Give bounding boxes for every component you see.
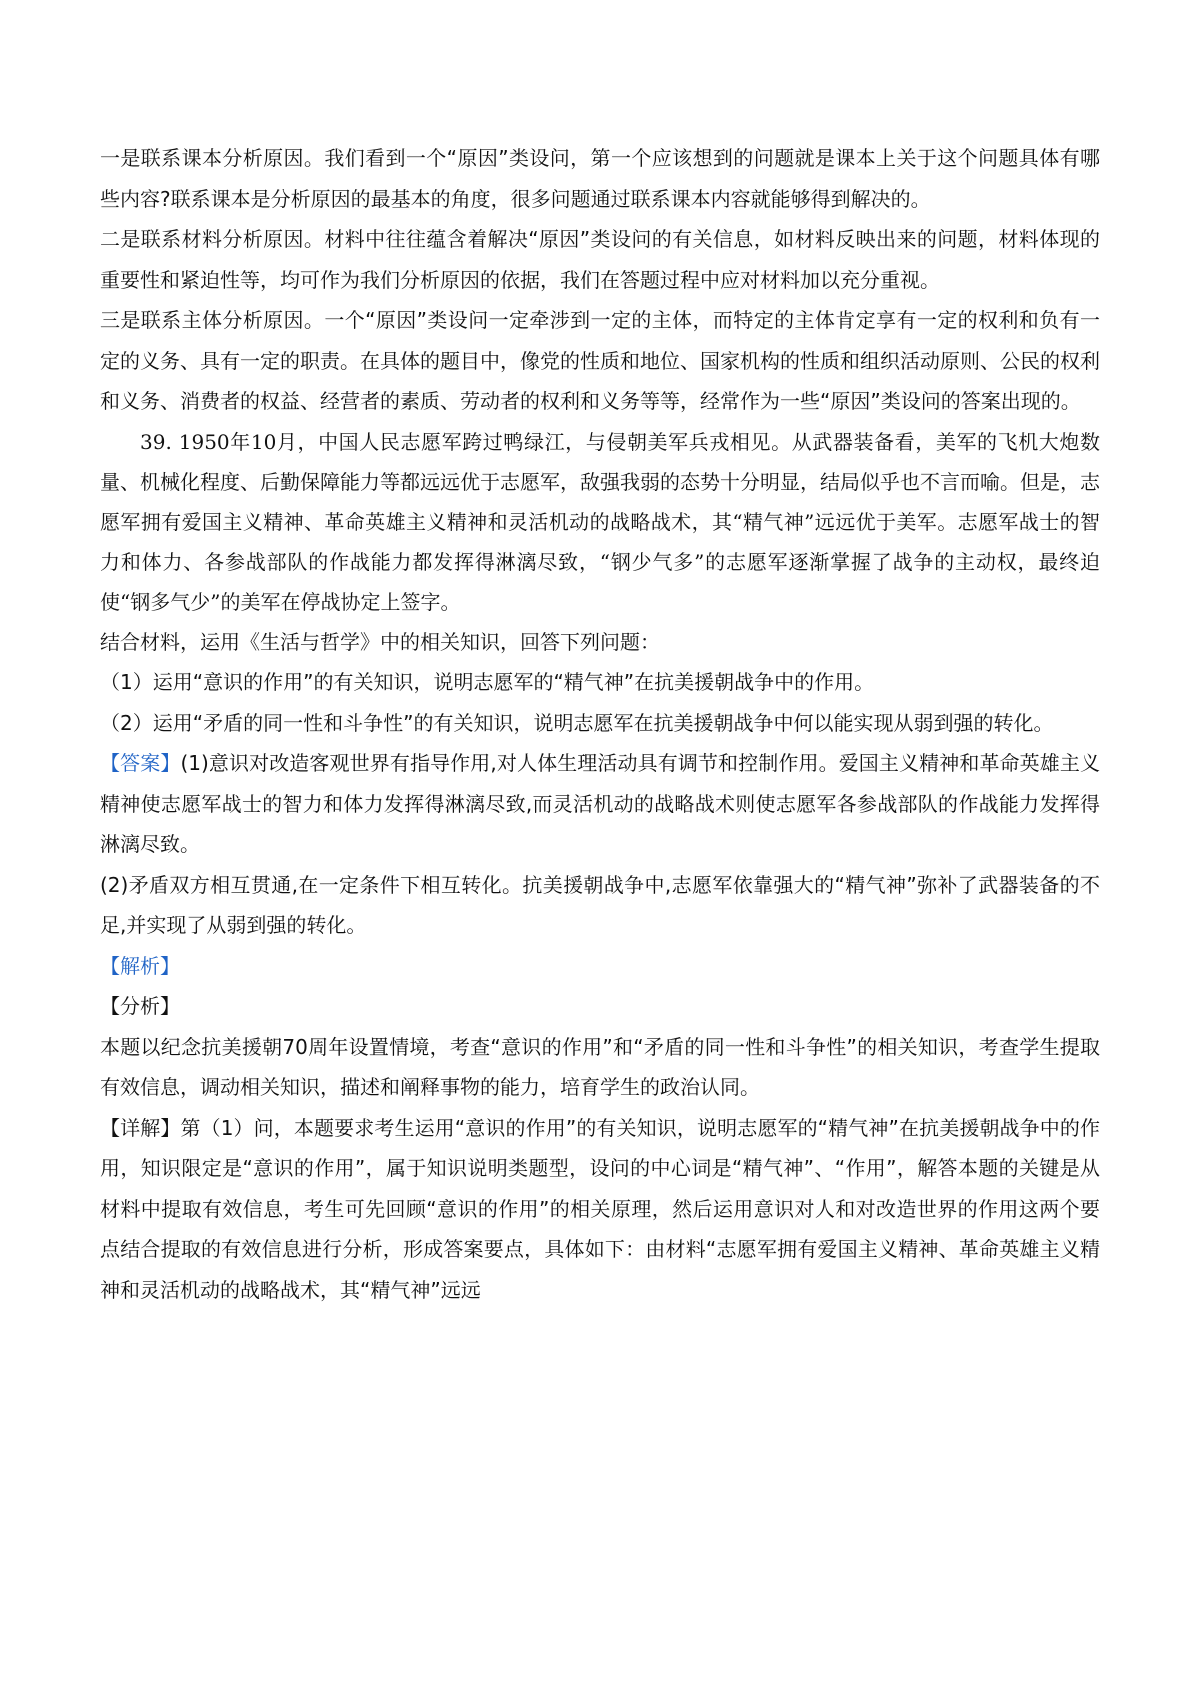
analysis-subheading <box>100 986 1100 1027</box>
detail-paragraph <box>100 1108 1100 1311</box>
analysis-heading <box>100 946 1100 987</box>
detail-tag: 【详解】 <box>100 1115 181 1140</box>
detail-text: 第（1）问，本题要求考生运用“意识的作用”的有关知识，说明志愿军的“精气神”在抗美援朝战争中的作用，知识限定是“意识的作用”，属于知识说明类题型，设问的中心词是“精气神”、“作用”，解答本题的关键是从材料中提取有效信息，考生可先回顾“意识的作用”的相关原理，然后运用意识对人和对改造世界的作用这两个要点结合提取的有效信息进行分析，形成答案要点，具体如下：由材料“志愿军拥有爱国主义精神、革命英雄主义精神和灵活机动的战略战术，其“精气神”远远 <box>100 1115 1101 1302</box>
analysis-tag: 【解析】 <box>100 953 180 978</box>
question-39-material: 39. 1950年10月，中国人民志愿军跨过鸭绿江，与侵朝美军兵戎相见。从武器装备看，美军的飞机大炮数量、机械化程度、后勤保障能力等都远远优于志愿军，敌强我弱的态势十分明显，结局似乎也不言而喻。但是，志愿军拥有爱国主义精神、革命英雄主义精神和灵活机动的战略战术，其“精气神”远远优于美军。志愿军战士的智力和体力、各参战部队的作战能力都发挥得淋漓尽致，“钢少气多”的志愿军逐渐掌握了战争的主动权，最终迫使“钢多气少”的美军在停战协定上签字。 <box>100 429 1100 614</box>
reason-paragraph-1: 一是联系课本分析原因。我们看到一个“原因”类设问，第一个应该想到的问题就是课本上关于这个问题具体有哪些内容?联系课本是分析原因的最基本的角度，很多问题通过联系课本内容就能够得到解决的。 <box>100 146 1100 211</box>
sub-question-1: （1）运用“意识的作用”的有关知识，说明志愿军的“精气神”在抗美援朝战争中的作用。 <box>100 670 875 694</box>
answer-text-1: (1)意识对改造客观世界有指导作用,对人体生理活动具有调节和控制作用。爱国主义精神和革命英雄主义精神使志愿军战士的智力和体力发挥得淋漓尽致,而灵活机动的战略战术则使志愿军各参战部队的作战能力发挥得淋漓尽致。 <box>100 751 1101 856</box>
question-instruction: 结合材料，运用《生活与哲学》中的相关知识，回答下列问题： <box>100 629 660 654</box>
analysis-sub-tag: 【分析】 <box>100 994 180 1018</box>
answer-tag: 【答案】 <box>100 751 181 775</box>
sub-question-2: （2）运用“矛盾的同一性和斗争性”的有关知识，说明志愿军在抗美援朝战争中何以能实现从弱到强的转化。 <box>100 710 1054 735</box>
document-page <box>100 138 1100 1310</box>
reason-paragraph-3: 三是联系主体分析原因。一个“原因”类设问一定牵涉到一定的主体，而特定的主体肯定享有一定的权利和负有一定的义务、具有一定的职责。在具体的题目中，像党的性质和地位、国家机构的性质和组织活动原则、公民的权利和义务、消费者的权益、经营者的素质、劳动者的权利和义务等等，经常作为一些“原因”类设问的答案出现的。 <box>100 308 1100 413</box>
analysis-text: 本题以纪念抗美援朝70周年设置情境，考查“意识的作用”和“矛盾的同一性和斗争性”的相关知识，考查学生提取有效信息，调动相关知识，描述和阐释事物的能力，培育学生的政治认同。 <box>100 1034 1100 1099</box>
answer-part-2: (2)矛盾双方相互贯通,在一定条件下相互转化。抗美援朝战争中,志愿军依靠强大的“精气神”弥补了武器装备的不足,并实现了从弱到强的转化。 <box>100 872 1100 937</box>
reason-paragraph-2: 二是联系材料分析原因。材料中往往蕴含着解决“原因”类设问的有关信息，如材料反映出来的问题，材料体现的重要性和紧迫性等，均可作为我们分析原因的依据，我们在答题过程中应对材料加以充分重视。 <box>100 227 1100 292</box>
answer-part-1 <box>100 743 1100 865</box>
